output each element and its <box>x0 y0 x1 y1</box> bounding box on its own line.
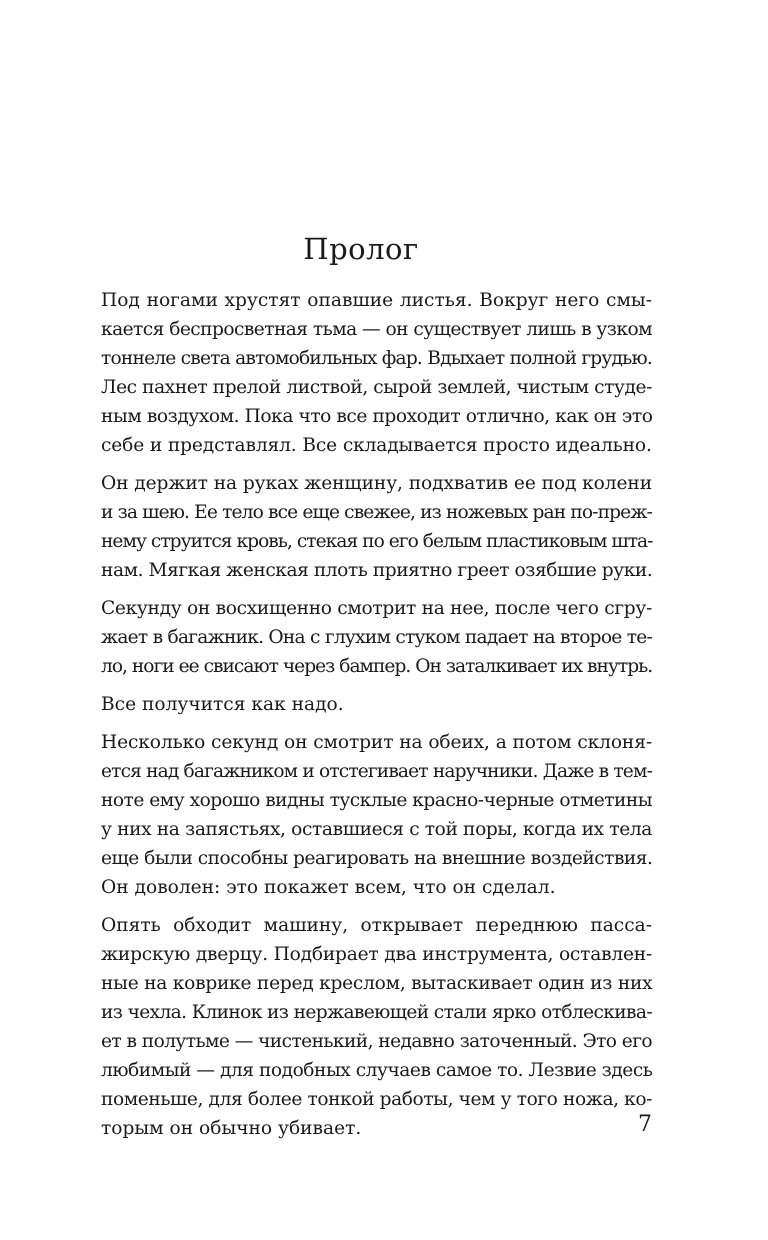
text-line: Все получится как надо. <box>101 694 344 715</box>
text-line: Он доволен: это покажет всем, что он сделал. <box>101 877 556 898</box>
text-line: Секунду он восхищенно смотрит на нее, после чего сгру- <box>101 598 652 619</box>
text-line: Он держит на руках женщину, подхватив ее под колени <box>101 473 652 494</box>
paragraph-1 <box>77 286 652 460</box>
text-line: нему струится кровь, стекая по его белым пластиковым шта- <box>101 531 653 552</box>
paragraph-5 <box>77 728 652 902</box>
text-line: кается беспросветная тьма — он существует лишь в узком <box>101 319 652 340</box>
text-line: еще были способны реагировать на внешние воздействия. <box>101 848 653 869</box>
paragraph-6 <box>77 911 652 1143</box>
text-line: нам. Мягкая женская плоть приятно греет озябшие руки. <box>101 560 653 581</box>
text-line: Лес пахнет прелой листвой, сырой землей, чистым студе- <box>101 377 652 398</box>
page-number: 7 <box>638 1112 652 1137</box>
text-line: ноте ему хорошо видны тусклые красно-черные отметины <box>101 790 652 811</box>
text-line: Несколько секунд он смотрит на обеих, а потом склоня- <box>101 732 652 753</box>
text-line: Опять обходит машину, открывает переднюю пасса- <box>101 915 652 936</box>
text-line: торым он обычно убивает. <box>101 1118 362 1139</box>
paragraph-2 <box>77 469 652 585</box>
text-line: Под ногами хрустят опавшие листья. Вокруг него смы- <box>101 290 652 311</box>
text-line: поменьше, для более тонкой работы, чем у того ножа, ко- <box>101 1089 652 1110</box>
text-line: жирскую дверцу. Подбирает два инструмента, оставлен- <box>101 944 652 965</box>
chapter-title: Пролог <box>303 232 419 266</box>
paragraph-3 <box>77 594 652 681</box>
text-line: ным воздухом. Пока что все проходит отлично, как он это <box>101 406 653 427</box>
text-line: из чехла. Клинок из нержавеющей стали ярко отблескива- <box>101 1002 652 1023</box>
text-line: ло, ноги ее свисают через бампер. Он заталкивает их внутрь. <box>101 656 653 677</box>
text-line: и за шею. Ее тело все еще свежее, из ножевых ран по-преж- <box>101 502 652 523</box>
text-line: ет в полутьме — чистенький, недавно заточенный. Это его <box>101 1031 652 1052</box>
text-line: себе и представлял. Все складывается просто идеально. <box>101 435 652 456</box>
text-line: ные на коврике перед креслом, вытаскивает один из них <box>101 973 653 994</box>
text-line: любимый — для подобных случаев самое то. Лезвие здесь <box>101 1060 653 1081</box>
text-line: жает в багажник. Она с глухим стуком падает на второе те- <box>101 627 652 648</box>
paragraph-4 <box>77 690 652 719</box>
text-line: тоннеле света автомобильных фар. Вдыхает полной грудью. <box>101 348 652 369</box>
body-text <box>77 286 652 1152</box>
text-line: у них на запястьях, оставшиеся с той поры, когда их тела <box>101 819 653 840</box>
text-line: ется над багажником и отстегивает наручники. Даже в тем- <box>101 761 652 782</box>
